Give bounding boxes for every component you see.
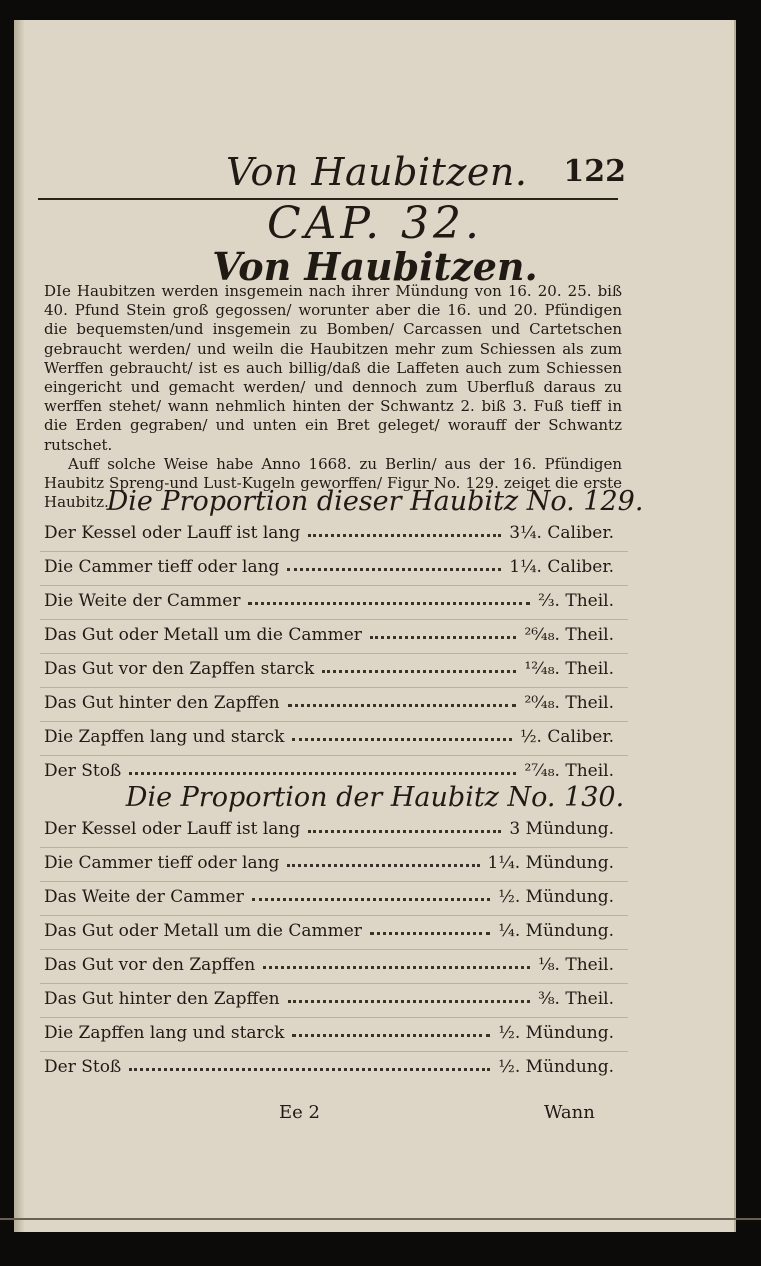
running-title: Von Haubitzen. xyxy=(226,150,528,194)
leader-dots xyxy=(308,830,501,833)
row-value: ½. Mündung. xyxy=(498,887,614,907)
row-value: ²⁷⁄₄₈. Theil. xyxy=(524,761,614,781)
scan-edge xyxy=(0,1218,761,1220)
table-row xyxy=(44,584,614,618)
table-row xyxy=(44,846,614,880)
leader-dots xyxy=(292,738,512,741)
row-label: Der Stoß xyxy=(44,1057,122,1077)
page-number: 122 xyxy=(563,154,626,189)
row-label: Die Zapffen lang und starck xyxy=(44,1023,285,1043)
row-label: Das Gut vor den Zapffen starck xyxy=(44,659,315,679)
table-row xyxy=(44,1016,614,1050)
leader-dots xyxy=(263,966,530,969)
row-label: Der Stoß xyxy=(44,761,122,781)
row-value: ²⁶⁄₄₈. Theil. xyxy=(524,625,614,645)
leader-dots xyxy=(129,772,516,775)
leader-dots xyxy=(370,636,517,639)
row-value: ½. Caliber. xyxy=(520,727,614,747)
table-title: Die Proportion dieser Haubitz No. 129. xyxy=(106,486,644,517)
signature-mark: Ee 2 xyxy=(279,1102,320,1123)
paragraph: Auff solche Weise habe Anno 1668. zu Berlin/ aus der 16. Pfündigen Haubitz Spreng-und Lust-Kugeln geworffen/ Figur No. 129. zeiget die erste Haubitz. xyxy=(44,454,622,512)
table-row xyxy=(44,948,614,982)
row-value: ¼. Mündung. xyxy=(498,921,614,941)
row-label: Die Cammer tieff oder lang xyxy=(44,557,280,577)
row-value: ⅔. Theil. xyxy=(538,591,614,611)
row-label: Das Gut hinter den Zapffen xyxy=(44,989,280,1009)
page-header xyxy=(38,150,626,200)
row-value: ⅛. Theil. xyxy=(538,955,614,975)
paragraph: DIe Haubitzen werden insgemein nach ihrer Mündung von 16. 20. 25. biß 40. Pfund Stein groß gegossen/ worunter aber die 16. und 20. Pfündigen die bequemsten/und insgemein zu Bomben/ Carcassen und Cartetschen gebraucht werden/ und weiln die Haubitzen mehr zum Schiessen als zum Werffen gebraucht/ ist es auch billig/daß die Laffeten auch zum Schiessen eingericht und gemacht werden/ und dennoch zum Uberfluß daraus zu werffen stehet/ wann nehmlich hinten der Schwantz 2. biß 3. Fuß tieff in die Erden gegraben/ und unten ein Bret geleget/ worauff der Schwantz rutschet. xyxy=(44,282,622,454)
leader-dots xyxy=(248,602,530,605)
row-label: Der Kessel oder Lauff ist lang xyxy=(44,523,301,543)
leader-dots xyxy=(287,864,479,867)
row-label: Das Gut vor den Zapffen xyxy=(44,955,256,975)
table-row xyxy=(44,618,614,652)
table-row xyxy=(44,812,614,846)
row-value: 1¼. Mündung. xyxy=(487,853,614,873)
row-label: Der Kessel oder Lauff ist lang xyxy=(44,819,301,839)
row-value: ½. Mündung. xyxy=(498,1023,614,1043)
row-value: 3¼. Caliber. xyxy=(509,523,614,543)
row-value: ⅜. Theil. xyxy=(538,989,614,1009)
row-label: Das Gut oder Metall um die Cammer xyxy=(44,625,362,645)
leader-dots xyxy=(129,1068,490,1071)
row-label: Die Cammer tieff oder lang xyxy=(44,853,280,873)
table-row xyxy=(44,652,614,686)
chapter-label: CAP. 32. xyxy=(266,198,484,249)
row-label: Die Zapffen lang und starck xyxy=(44,727,285,747)
table-row xyxy=(44,982,614,1016)
row-value: ²⁰⁄₄₈. Theil. xyxy=(524,693,614,713)
row-label: Die Weite der Cammer xyxy=(44,591,241,611)
row-label: Das Gut hinter den Zapffen xyxy=(44,693,280,713)
row-label: Das Gut oder Metall um die Cammer xyxy=(44,921,362,941)
leader-dots xyxy=(322,670,516,673)
table-row xyxy=(44,550,614,584)
leader-dots xyxy=(288,1000,530,1003)
table-row xyxy=(44,516,614,550)
leader-dots xyxy=(308,534,501,537)
leader-dots xyxy=(370,932,490,935)
row-value: ½. Mündung. xyxy=(498,1057,614,1077)
row-value: 1¼. Caliber. xyxy=(509,557,614,577)
table-row xyxy=(44,914,614,948)
table-row xyxy=(44,880,614,914)
leader-dots xyxy=(288,704,517,707)
table-row xyxy=(44,1050,614,1084)
table-row xyxy=(44,686,614,720)
leader-dots xyxy=(287,568,501,571)
table-title: Die Proportion der Haubitz No. 130. xyxy=(125,782,625,813)
leader-dots xyxy=(292,1034,490,1037)
leader-dots xyxy=(252,898,491,901)
row-value: 3 Mündung. xyxy=(509,819,614,839)
chapter-title: Von Haubitzen. xyxy=(212,244,538,289)
table-row xyxy=(44,720,614,754)
book-page xyxy=(14,20,736,1232)
row-label: Das Weite der Cammer xyxy=(44,887,244,907)
row-value: ¹²⁄₄₈. Theil. xyxy=(524,659,614,679)
catchword: Wann xyxy=(544,1102,595,1123)
body-text xyxy=(44,282,622,512)
